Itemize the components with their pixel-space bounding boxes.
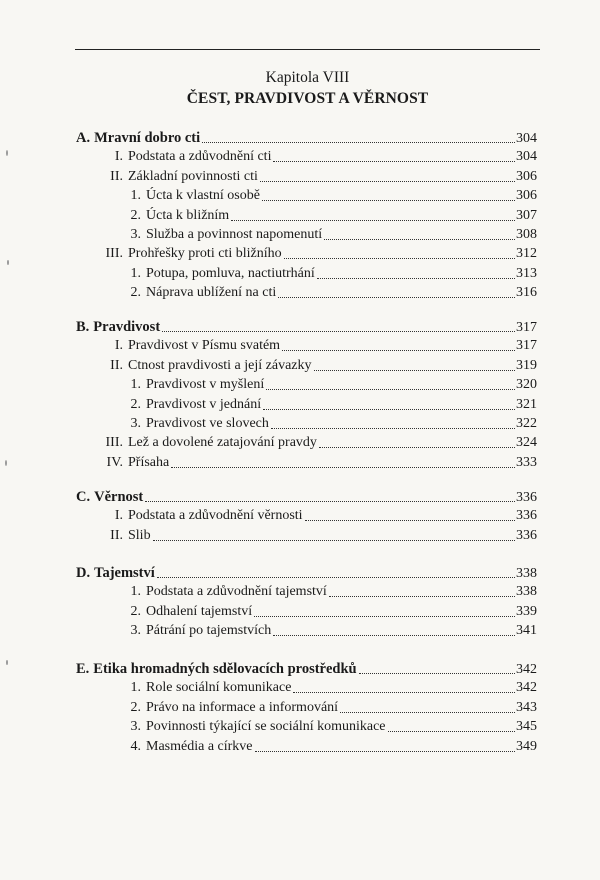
section-title: Tajemství [94,565,155,581]
toc-entry-row [76,187,537,205]
page-number: 349 [516,738,537,754]
entry-title: Právo na informace a informování [146,699,339,715]
entry-number: 2. [130,396,141,412]
page-number: 336 [516,490,537,505]
entry-title: Masmédia a církve [146,738,253,754]
toc-entry-row [76,376,537,394]
chapter-title: ČEST, PRAVDIVOST A VĚRNOST [186,90,429,107]
dot-leader [162,330,515,332]
section-letter: D. [76,565,91,581]
page-number: 321 [516,396,537,412]
entry-number: 1. [130,680,141,696]
dot-leader [273,634,515,636]
toc-entry-row [76,284,537,302]
dot-leader [324,238,515,240]
toc-entry-row [76,415,537,433]
entry-number: I. [114,508,123,524]
entry-number: 1. [130,584,141,600]
dot-leader [340,711,515,713]
page-number: 317 [516,338,537,354]
entry-title: Služba a povinnost napomenutí [146,227,323,242]
toc-entry-row [76,699,537,717]
chapter-label: Kapitola VIII [265,69,350,86]
page-number: 319 [516,357,537,373]
dot-leader [317,277,515,279]
page-number: 336 [516,508,537,524]
dot-leader [254,615,515,617]
section-letter: A. [76,130,91,146]
page-number: 322 [516,416,537,431]
dot-leader [314,369,515,371]
entry-number: I. [114,149,123,165]
entry-title: Pravdivost v jednání [146,396,262,412]
entry-title: Lež a dovolené zatajování pravdy [128,435,317,451]
dot-leader [284,257,515,259]
toc-entry-row [76,454,537,472]
dot-leader [329,595,515,597]
toc-entry-row [76,527,537,545]
toc-section-row [76,660,537,678]
entry-number: 3. [130,416,141,431]
dot-leader [263,408,515,410]
page-number: 308 [516,227,537,242]
section-title: Věrnost [94,489,144,505]
entry-number: 3. [130,227,141,242]
entry-title: Pravdivost v Písmu svatém [128,338,281,354]
page-number: 304 [516,131,537,146]
dot-leader [231,219,515,221]
entry-number: I. [114,338,123,354]
toc-entry-row [76,603,537,621]
scan-speck [5,460,7,466]
toc-entry-row [76,265,537,283]
entry-title: Podstata a zdůvodnění tajemství [146,584,327,600]
toc-section-row [76,129,537,147]
section-letter: C. [76,489,91,505]
toc-entry-row [76,207,537,225]
page-number: 324 [516,435,537,451]
toc-entry-row [76,738,537,756]
entry-title: Přísaha [128,454,170,470]
dot-leader [171,466,515,468]
entry-number: 2. [130,603,141,619]
entry-number: 3. [130,719,141,735]
toc-entry-row [76,679,537,697]
page-number: 343 [516,699,537,715]
page-number: 306 [516,188,537,204]
entry-title: Podstata a zdůvodnění věrnosti [128,508,303,524]
entry-title: Úcta k bližním [146,207,230,223]
entry-number: II. [110,168,123,184]
toc-entry-row [76,718,537,736]
toc-entry-row [76,337,537,355]
entry-number: IV. [106,454,123,470]
dot-leader [262,199,515,201]
entry-number: 1. [130,377,141,393]
dot-leader [359,672,515,674]
toc-section-row [76,564,537,582]
dot-leader [260,180,515,182]
dot-leader [153,539,515,541]
toc-entry-row [76,226,537,244]
entry-number: 1. [130,188,141,204]
scan-speck [7,260,9,265]
entry-title: Pátrání po tajemstvích [146,623,272,639]
dot-leader [319,446,515,448]
entry-number: 4. [130,738,141,754]
entry-title: Úcta k vlastní osobě [146,188,260,204]
section-letter: E. [76,661,90,677]
page-number: 307 [516,207,537,223]
toc-entry-row [76,396,537,414]
page-number: 339 [516,603,537,619]
entry-number: 2. [130,699,141,715]
entry-number: III. [105,246,123,262]
entry-title: Ctnost pravdivosti a její závazky [128,357,312,373]
page-number: 338 [516,584,537,600]
toc-entry-row [76,622,537,640]
toc-entry-row [76,245,537,263]
page-number: 306 [516,168,537,184]
entry-number: II. [110,527,123,543]
entry-title: Prohřešky proti cti bližního [128,246,282,262]
toc-entry-row [76,583,537,601]
page-number: 342 [516,662,537,677]
section-title: Etika hromadných sdělovacích prostředků [93,661,357,677]
dot-leader [202,141,515,143]
dot-leader [388,730,515,732]
entry-number: 2. [130,207,141,223]
page-number: 312 [516,246,537,262]
scan-speck [6,150,8,156]
page-number: 338 [516,566,537,581]
toc-section-row [76,488,537,506]
top-rule [75,49,540,50]
entry-title: Podstata a zdůvodnění cti [128,149,272,165]
page-number: 304 [516,149,537,165]
page-number: 345 [516,719,537,735]
toc-entry-row [76,434,537,452]
dot-leader [255,750,515,752]
page-number: 342 [516,680,537,696]
page-number: 316 [516,285,537,301]
section-letter: B. [76,319,90,335]
toc-entry-row [76,507,537,525]
entry-number: 2. [130,285,141,301]
entry-title: Povinnosti týkající se sociální komunikace [146,719,386,735]
page-number: 317 [516,320,537,335]
page-number: 333 [516,454,537,470]
page-number: 336 [516,527,537,543]
dot-leader [271,427,515,429]
dot-leader [293,691,515,693]
dot-leader [282,349,515,351]
entry-title: Pravdivost v myšlení [146,377,265,393]
toc-entry-row [76,168,537,186]
entry-number: III. [105,435,123,451]
toc-entry-row [76,357,537,375]
toc-section-row [76,318,537,336]
dot-leader [273,160,515,162]
dot-leader [266,388,515,390]
scan-speck [6,660,8,665]
entry-title: Potupa, pomluva, nactiutrhání [146,265,315,281]
entry-title: Pravdivost ve slovech [146,416,269,431]
entry-number: II. [110,357,123,373]
page-number: 320 [516,377,537,393]
section-title: Mravní dobro cti [94,130,201,146]
entry-title: Náprava ublížení na cti [146,285,277,301]
dot-leader [305,519,515,521]
section-title: Pravdivost [93,319,161,335]
dot-leader [145,500,515,502]
toc-entry-row [76,148,537,166]
entry-number: 3. [130,623,141,639]
entry-title: Slib [128,527,151,543]
dot-leader [157,576,515,578]
entry-number: 1. [130,265,141,281]
page-number: 341 [516,623,537,639]
page-number: 313 [516,265,537,281]
entry-title: Role sociální komunikace [146,680,292,696]
dot-leader [278,296,515,298]
entry-title: Odhalení tajemství [146,603,253,619]
entry-title: Základní povinnosti cti [128,168,258,184]
